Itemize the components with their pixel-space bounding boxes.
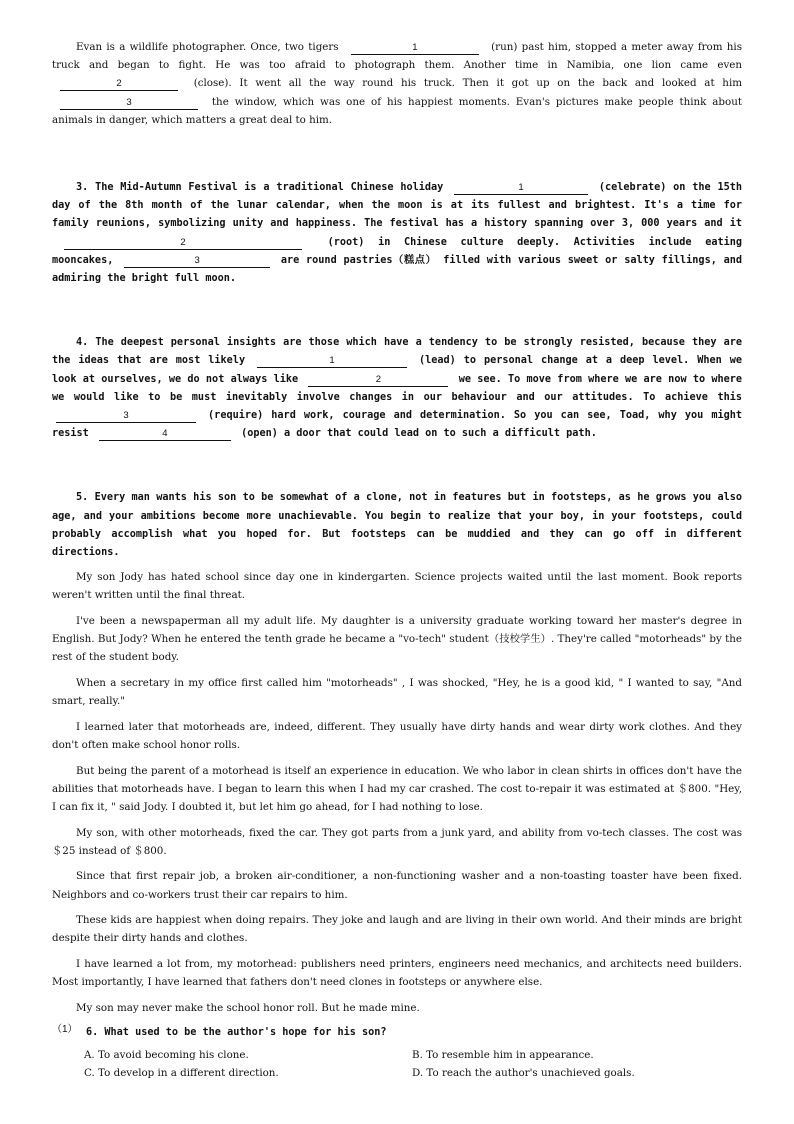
passage-evan-text-4: the window, which was one of his happiest moments. Evan's pictures make people think about animals in danger, which matters a great deal to him. (52, 95, 742, 126)
story-paragraph: I have learned a lot from, my motorhead: publishers need printers, engineers need mechanics, and architects need builders. Most importantly, I have learned that fathers don't need clones in footsteps or anywhere else. (52, 958, 742, 989)
story-paragraph: My son may never make the school honor roll. But he made mine. (76, 1001, 420, 1014)
story-paragraph: Since that first repair job, a broken air-conditioner, a non-functioning washer and a non-toasting toaster have been fixed. Neighbors and co-workers trust their car repairs to him. (52, 870, 742, 901)
option-a[interactable]: A. To avoid becoming his clone. (84, 1048, 249, 1061)
worksheet-page (52, 38, 742, 1082)
blank-2[interactable]: 2 (308, 373, 448, 387)
blank-2[interactable]: 2 (64, 236, 302, 250)
answer-options (52, 1046, 742, 1082)
blank-3[interactable]: 3 (124, 254, 270, 268)
story-paragraph: I've been a newspaperman all my adult life. My daughter is a university graduate working toward her master's degree in English. But Jody? When he entered the tenth grade he became a "vo-tech" student（技校学生）. They're called "motorheads" by the rest of the student body. (52, 615, 742, 664)
passage-evan-text-2: (run) past him, stopped a meter away from his truck and began to fight. He was too afraid to photograph them. Another time in Namibia, one lion came even (52, 41, 742, 72)
question-text: 6. What used to be the author's hope for his son? (86, 1027, 387, 1039)
passage-mid-autumn-text-3: (root) in Chinese culture deeply. Activities include eating mooncakes, (52, 236, 742, 266)
passage-insights-text-3: we see. To move from where we are now to where we would like to be must inevitably involve changes in our behaviour and our attitudes. To achieve this (52, 373, 743, 403)
passage-evan-text-3: (close). It went all the way round his truck. Then it got up on the back and looked at him (193, 77, 742, 90)
story-paragraph: My son Jody has hated school since day one in kindergarten. Science projects waited until the last moment. Book reports weren't written until the final threat. (52, 571, 742, 602)
blank-1[interactable]: 1 (257, 354, 407, 368)
passage-mid-autumn-text-1: 3. The Mid-Autumn Festival is a traditional Chinese holiday (76, 182, 444, 194)
passage-mid-autumn (52, 179, 742, 288)
passage-mid-autumn-text-4: are round pastries（糕点） filled with various sweet or salty fillings, and admiring the bright full moon. (52, 254, 742, 285)
blank-1[interactable]: 1 (351, 41, 479, 55)
story-paragraph: When a secretary in my office first called him "motorheads" , I was shocked, "Hey, he is a good kid, " I wanted to say, "And smart, really." (52, 677, 742, 708)
passage-personal-insights (52, 334, 742, 443)
blank-1[interactable]: 1 (454, 181, 588, 195)
blank-4[interactable]: 4 (99, 427, 231, 441)
passage-insights-text-5: (open) a door that could lead on to such a difficult path. (241, 428, 597, 440)
passage-evan-text-1: Evan is a wildlife photographer. Once, two tigers (76, 41, 339, 53)
passage-insights-text-4: (require) hard work, courage and determination. So you can see, Toad, why you might resist (52, 410, 742, 440)
story-paragraph: I learned later that motorheads are, indeed, different. They usually have dirty hands and wear dirty work clothes. And they don't often make school honor rolls. (52, 720, 742, 752)
option-d[interactable]: D. To reach the author's unachieved goals. (412, 1066, 635, 1079)
passage-evan (52, 38, 742, 129)
blank-3[interactable]: 3 (60, 96, 198, 110)
story-paragraph: But being the parent of a motorhead is itself an experience in education. We who labor in clean shirts in offices don't have the abilities that motorheads have. I began to learn this when I had my car crashed. The cost to-repair it was estimated at ＄800. "Hey, I can fix it, " said Jody. I doubted it, but let him go ahead, for I had nothing to lose. (52, 764, 742, 814)
option-b[interactable]: B. To resemble him in appearance. (412, 1048, 594, 1061)
passage-insights-text-2: (lead) to personal change at a deep level. When we look at ourselves, we do not always like (52, 355, 742, 385)
story-paragraph: My son, with other motorheads, fixed the car. They got parts from a junk yard, and ability from vo-tech classes. The cost was ＄25 instead of ＄800. (52, 826, 742, 857)
passage-clone-intro: 5. Every man wants his son to be somewhat of a clone, not in features but in footsteps, as he grows you also age, and your ambitions become more unachievable. You begin to realize that your boy, in your footsteps, could probably accomplish what you hoped for. But footsteps can be muddied and they can go off in different directions. (52, 492, 742, 559)
question-block (52, 1024, 742, 1082)
story-body (52, 568, 742, 1017)
question-number: （1） (52, 1024, 78, 1036)
passage-insights-text-1: 4. The deepest personal insights are those which have a tendency to be strongly resisted, because they are the ideas that are most likely (52, 337, 742, 367)
blank-3[interactable]: 3 (56, 409, 196, 423)
option-c[interactable]: C. To develop in a different direction. (84, 1066, 279, 1079)
passage-mid-autumn-text-2: (celebrate) on the 15th day of the 8th month of the lunar calendar, when the moon is at its fullest and brightest. It's a time for family reunions, symbolizing unity and happiness. The festival has a history spanning over 3, 000 years and it (52, 182, 742, 230)
story-paragraph: These kids are happiest when doing repairs. They joke and laugh and are living in their own world. And their minds are bright despite their dirty hands and clothes. (52, 914, 742, 945)
blank-2[interactable]: 2 (60, 77, 178, 91)
